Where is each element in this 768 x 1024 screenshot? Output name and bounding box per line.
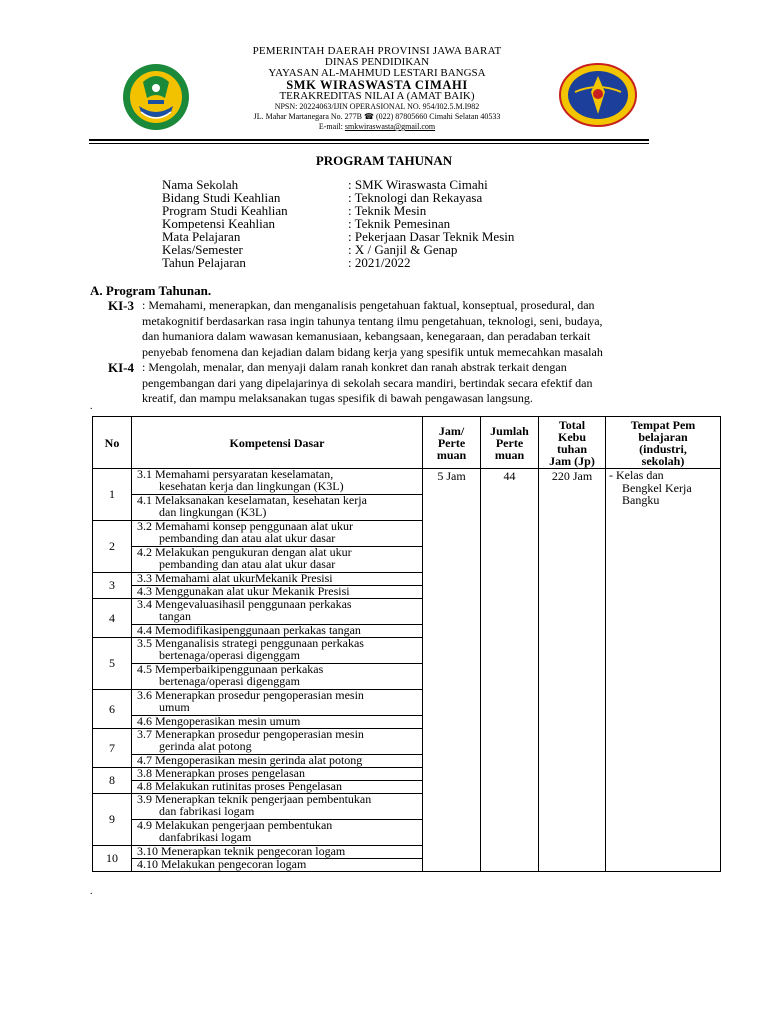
kd-number: 3.1 xyxy=(137,467,152,481)
jumlah-cell: 44 xyxy=(481,469,539,872)
npsn-line: NPSN: 20224063/IJIN OPERASIONAL NO. 954/I02.5.M.I982 xyxy=(274,102,480,111)
kd-text-cont: danfabrikasi logam xyxy=(159,829,252,844)
identity-value: : X / Ganjil & Genap xyxy=(348,242,458,257)
total-cell: 220 Jam xyxy=(539,469,606,872)
identity-value: : Pekerjaan Dasar Teknik Mesin xyxy=(348,229,515,244)
stray-dot: . xyxy=(90,886,93,897)
kd-text-cont: bertenaga/operasi digenggam xyxy=(159,673,300,688)
government-line: PEMERINTAH DAERAH PROVINSI JAWA BARAT xyxy=(252,45,502,57)
header-jam-line: muan xyxy=(436,447,467,462)
identity-value: : Teknik Pemesinan xyxy=(348,216,451,231)
identity-label: Kompetensi Keahlian xyxy=(162,216,275,231)
header-jam-line: Perte xyxy=(437,435,466,450)
kd-item xyxy=(132,521,423,547)
header-total-line: Kebu xyxy=(557,429,586,444)
row-number: 10 xyxy=(93,846,132,872)
identity-value: : SMK Wiraswasta Cimahi xyxy=(348,177,488,192)
kd-text: Melakukan rutinitas proses Pengelasan xyxy=(155,779,342,793)
email-prefix: E-mail: xyxy=(318,122,345,131)
kd-text: Melakukan pengerjaan pembentukan xyxy=(155,818,333,832)
foundation-line: YAYASAN AL-MAHMUD LESTARI BANGSA xyxy=(268,67,486,79)
row-number: 6 xyxy=(93,690,132,729)
kd-text-cont: dan fabrikasi logam xyxy=(159,803,255,818)
identity-label: Mata Pelajaran xyxy=(162,229,241,244)
row-number: 8 xyxy=(93,768,132,794)
identity-value: : 2021/2022 xyxy=(348,255,411,270)
email-line xyxy=(207,122,547,132)
kd-item xyxy=(132,820,423,846)
row-number: 1 xyxy=(93,469,132,521)
kd-text: Menerapkan proses pengelasan xyxy=(155,766,305,780)
identity-label: Nama Sekolah xyxy=(162,177,239,192)
tempat-line-indent: Bengkel Kerja xyxy=(622,480,692,495)
accreditation-line: TERAKREDITAS NILAI A (AMAT BAIK) xyxy=(279,90,475,102)
header-jumlah xyxy=(481,417,539,469)
kd-number: 4.3 xyxy=(137,584,152,598)
kd-item xyxy=(132,469,423,495)
kd-item xyxy=(132,794,423,820)
kd-text-cont: tangan xyxy=(159,608,191,623)
header-tempat-line: sekolah) xyxy=(641,453,685,468)
header-tempat xyxy=(606,417,721,469)
header-tempat-line: (industri, xyxy=(639,441,687,456)
kd-number: 4.2 xyxy=(137,545,152,559)
competency-table xyxy=(92,416,721,872)
identity-row xyxy=(162,256,514,269)
row-number: 7 xyxy=(93,729,132,768)
kd-text: Menggunakan alat ukur Mekanik Presisi xyxy=(155,584,350,598)
kd-text: Menerapkan prosedur pengoperasian mesin xyxy=(155,727,364,741)
ki4-line: pengembangan dari yang dipelajarinya di sekolah secara mandiri, bertindak secara efektif dan xyxy=(142,375,593,390)
kd-number: 3.9 xyxy=(137,792,152,806)
kd-item xyxy=(132,690,423,716)
ki3-line: dan humaniora dalam wawasan kemanusiaan, kebangsaan, kenegaraan, dan peradaban terkait xyxy=(142,329,591,343)
identity-value: : Teknologi dan Rekayasa xyxy=(348,190,483,205)
header-no: No xyxy=(93,417,132,469)
kd-number: 3.10 xyxy=(137,844,158,858)
kd-item xyxy=(132,729,423,755)
kd-number: 4.5 xyxy=(137,662,152,676)
kd-number: 4.4 xyxy=(137,623,152,637)
row-number: 5 xyxy=(93,638,132,690)
kd-text: Memahami persyaratan keselamatan, xyxy=(155,467,334,481)
header-total xyxy=(539,417,606,469)
kd-text: Menerapkan teknik pengecoran logam xyxy=(161,844,346,858)
ki4-label: KI-4 xyxy=(108,360,134,375)
ki3-line: : Memahami, menerapkan, dan menganalisis pengetahuan faktual, konseptual, prosedural, dan xyxy=(142,298,595,312)
kd-text-cont: pembanding dan atau alat ukur dasar xyxy=(159,530,336,545)
kd-item xyxy=(132,638,423,664)
kd-text-cont: gerinda alat potong xyxy=(159,738,252,753)
email-link[interactable]: smkwiraswasta@gmail.com xyxy=(344,122,436,131)
kd-text: Memahami alat ukurMekanik Presisi xyxy=(155,571,333,585)
header-tempat-line: belajaran xyxy=(638,429,688,444)
header-total-line: Total xyxy=(558,417,586,432)
kd-text: Menerapkan prosedur pengoperasian mesin xyxy=(155,688,364,702)
table-row xyxy=(93,469,721,495)
kd-text: Memperbaikipenggunaan perkakas xyxy=(155,662,324,676)
letterhead-text xyxy=(207,46,547,132)
ki3-line: metakognitif berdasarkan rasa ingin tahunya tentang ilmu pengetahuan, teknologi, seni, budaya, xyxy=(142,313,603,328)
header-jumlah-line: Jumlah xyxy=(490,423,529,438)
kd-text-cont: pembanding dan atau alat ukur dasar xyxy=(159,556,336,571)
header-jumlah-line: muan xyxy=(494,447,525,462)
row-number: 9 xyxy=(93,794,132,846)
row-number: 4 xyxy=(93,599,132,638)
document-title: PROGRAM TAHUNAN xyxy=(315,153,453,168)
jam-cell: 5 Jam xyxy=(423,469,481,872)
row-number: 2 xyxy=(93,521,132,573)
kd-number: 3.5 xyxy=(137,636,152,650)
kd-text: Menerapkan teknik pengerjaan pembentukan xyxy=(155,792,372,806)
west-java-emblem-logo xyxy=(121,62,191,132)
kd-number: 4.10 xyxy=(137,857,158,871)
header-total-line: tuhan xyxy=(556,441,588,456)
table-header-row xyxy=(93,417,721,469)
ki3-paragraph xyxy=(90,298,678,360)
kd-number: 4.8 xyxy=(137,779,152,793)
identity-label: Kelas/Semester xyxy=(162,242,243,257)
kd-item xyxy=(132,495,423,521)
identity-label: Tahun Pelajaran xyxy=(162,255,246,270)
kd-text: Mengoperasikan mesin umum xyxy=(155,714,301,728)
stray-dot: . xyxy=(90,401,93,412)
kd-number: 4.7 xyxy=(137,753,152,767)
kd-number: 3.2 xyxy=(137,519,152,533)
identity-block xyxy=(162,178,514,269)
kd-text: Menganalisis strategi penggunaan perkakas xyxy=(155,636,364,650)
tempat-line-indent: Bangku xyxy=(622,493,660,507)
ki3-line: penyebab fenomena dan kejadian dalam bidang kerja yang spesifik untuk memecahkan masalah xyxy=(142,344,603,359)
kd-number: 3.8 xyxy=(137,766,152,780)
kd-number: 3.4 xyxy=(137,597,152,611)
kd-text-cont: bertenaga/operasi digenggam xyxy=(159,647,300,662)
tempat-cell xyxy=(606,469,721,872)
ki4-line: kreatif, dan mampu melaksanakan tugas spesifik di bawah pengawasan langsung. xyxy=(142,391,533,405)
header-jam xyxy=(423,417,481,469)
kd-text: Melakukan pengecoran logam xyxy=(161,857,307,871)
school-crest-logo xyxy=(557,62,639,128)
kd-text: Memodifikasipenggunaan perkakas tangan xyxy=(155,623,361,637)
kd-number: 4.1 xyxy=(137,493,152,507)
kd-text: Melaksanakan keselamatan, kesehatan kerja xyxy=(155,493,367,507)
ki3-label: KI-3 xyxy=(108,298,134,313)
kd-text: Mengoperasikan mesin gerinda alat potong xyxy=(155,753,363,767)
tempat-line xyxy=(606,482,720,507)
kd-text-cont: kesehatan kerja dan lingkungan (K3L) xyxy=(159,478,344,493)
letterhead xyxy=(89,42,649,144)
identity-value: : Teknik Mesin xyxy=(348,203,427,218)
kd-text: Memahami konsep penggunaan alat ukur xyxy=(155,519,353,533)
kd-text-cont: dan lingkungan (K3L) xyxy=(159,504,267,519)
section-a xyxy=(90,283,678,407)
header-total-line: Jam (Jp) xyxy=(549,453,595,468)
identity-label: Program Studi Keahlian xyxy=(162,203,288,218)
kd-number: 4.6 xyxy=(137,714,152,728)
ki4-line: : Mengolah, menalar, dan menyaji dalam ranah konkret dan ranah abstrak terkait dengan xyxy=(142,360,567,374)
kd-number: 3.7 xyxy=(137,727,152,741)
kd-item xyxy=(132,859,423,872)
kd-text: Melakukan pengukuran dengan alat ukur xyxy=(155,545,352,559)
kd-item xyxy=(132,664,423,690)
kd-number: 3.6 xyxy=(137,688,152,702)
identity-label: Bidang Studi Keahlian xyxy=(162,190,281,205)
kd-text: Mengevaluasihasil penggunaan perkakas xyxy=(155,597,352,611)
address-line: JL. Mahar Martanegara No. 277B ☎ (022) 87805660 Cimahi Selatan 40533 xyxy=(253,112,501,121)
kd-number: 4.9 xyxy=(137,818,152,832)
kd-text-cont: umum xyxy=(159,699,190,714)
header-jam-line: Jam/ xyxy=(438,423,465,438)
header-kompetensi-dasar: Kompetensi Dasar xyxy=(132,417,423,469)
row-number: 3 xyxy=(93,573,132,599)
kd-number: 3.3 xyxy=(137,571,152,585)
ki4-paragraph xyxy=(90,360,678,407)
department-line: DINAS PENDIDIKAN xyxy=(324,56,430,68)
header-jumlah-line: Perte xyxy=(495,435,524,450)
header-tempat-line: Tempat Pem xyxy=(630,417,696,432)
kd-item xyxy=(132,599,423,625)
kd-item xyxy=(132,547,423,573)
section-a-heading: A. Program Tahunan. xyxy=(90,283,212,298)
school-name: SMK WIRASWASTA CIMAHI xyxy=(286,78,468,92)
tempat-line: - Kelas dan xyxy=(609,468,664,482)
letterhead-divider xyxy=(89,139,649,144)
